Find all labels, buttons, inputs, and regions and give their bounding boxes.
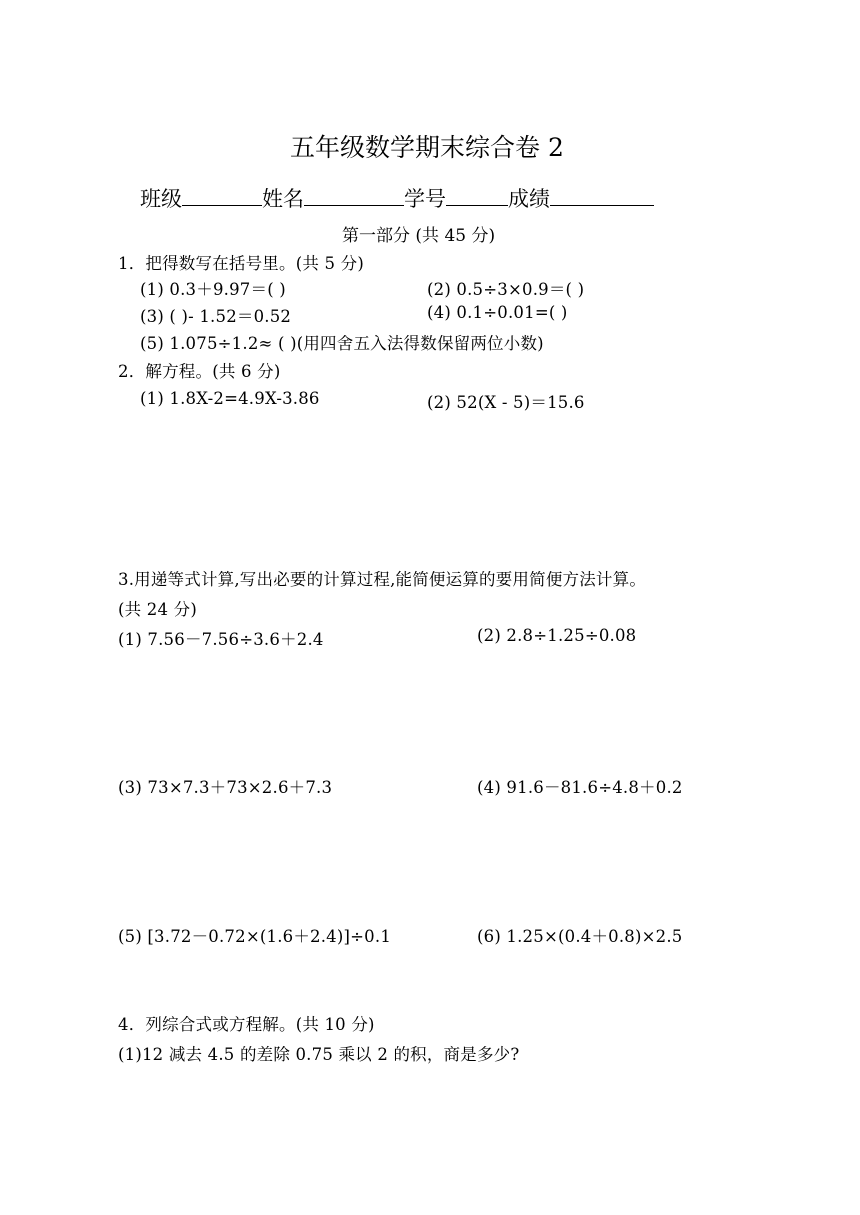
q3-item-3: (3) 73×7.3＋73×2.6＋7.3 — [118, 778, 333, 797]
number-blank[interactable] — [446, 185, 508, 206]
q3-item-1: (1) 7.56－7.56÷3.6＋2.4 — [118, 630, 324, 649]
number-label: 学号 — [404, 187, 446, 211]
q2-item-1: (1) 1.8X-2=4.9X-3.86 — [140, 389, 320, 408]
score-blank[interactable] — [550, 185, 654, 206]
q3-item-2: (2) 2.8÷1.25÷0.08 — [477, 626, 637, 645]
q4-heading: 4．列综合式或方程解。(共 10 分) — [118, 1015, 375, 1034]
q1-item-4: (4) 0.1÷0.01=( ) — [427, 303, 568, 322]
q3-points: (共 24 分) — [118, 600, 197, 619]
score-label: 成绩 — [508, 187, 550, 211]
q3-heading: 3.用递等式计算,写出必要的计算过程,能简便运算的要用简便方法计算。 — [118, 570, 647, 589]
name-blank[interactable] — [304, 185, 404, 206]
page-title: 五年级数学期末综合卷 2 — [290, 133, 564, 162]
q3-item-6: (6) 1.25×(0.4＋0.8)×2.5 — [477, 927, 683, 946]
q1-item-2: (2) 0.5÷3×0.9＝( ) — [427, 280, 585, 299]
student-info-row — [140, 183, 654, 213]
q3-item-5: (5) [3.72－0.72×(1.6＋2.4)]÷0.1 — [118, 927, 392, 946]
q4-item-1: (1)12 减去 4.5 的差除 0.75 乘以 2 的积，商是多少? — [118, 1045, 520, 1064]
q3-item-4: (4) 91.6－81.6÷4.8＋0.2 — [477, 778, 683, 797]
q2-item-2: (2) 52(X - 5)＝15.6 — [427, 393, 585, 412]
q1-item-1: (1) 0.3＋9.97＝( ) — [140, 280, 286, 299]
q1-heading: 1．把得数写在括号里。(共 5 分) — [118, 254, 364, 273]
class-label: 班级 — [140, 187, 182, 211]
q1-item-3: (3) ( )- 1.52＝0.52 — [140, 307, 292, 326]
q2-heading: 2．解方程。(共 6 分) — [118, 362, 281, 381]
class-blank[interactable] — [182, 185, 262, 206]
q1-item-5: (5) 1.075÷1.2≈ ( )(用四舍五入法得数保留两位小数) — [140, 334, 544, 353]
section-title: 第一部分 (共 45 分) — [342, 226, 496, 246]
name-label: 姓名 — [262, 187, 304, 211]
